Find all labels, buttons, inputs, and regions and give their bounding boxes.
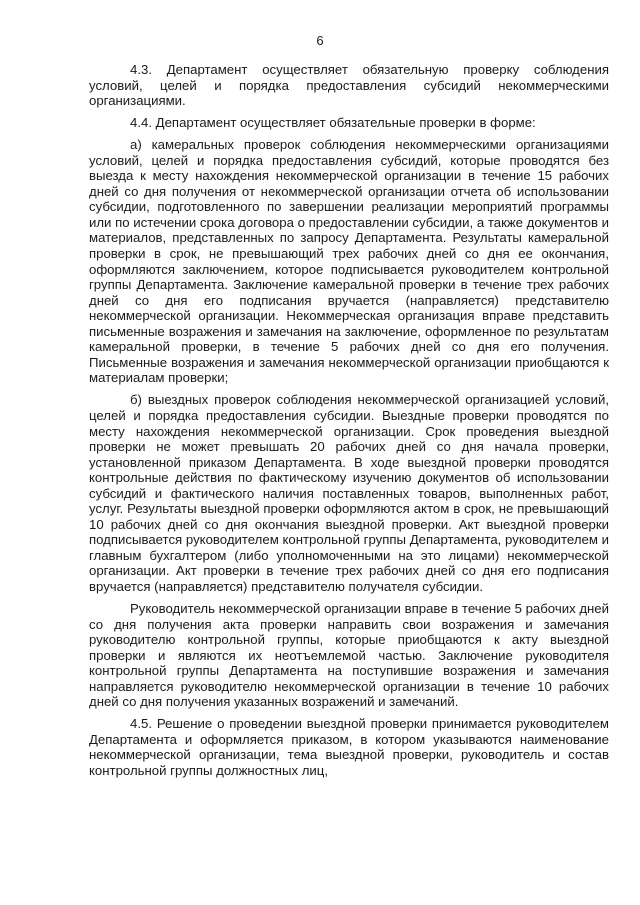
- paragraph-4-5: 4.5. Решение о проведении выездной проверки принимается руководителем Департамента и оформляется приказом, в котором указываются наименование некоммерческой организации, тема выездной проверки, руководитель и состав контрольной группы должностных лиц,: [89, 716, 609, 779]
- page-number: 6: [316, 33, 324, 48]
- paragraph-4-4-a: а) камеральных проверок соблюдения некоммерческими организациями условий, целей и порядка предоставления субсидий, которые проводятся без выезда к месту нахождения некоммерческой организации в течение 15 рабочих дней со дня получения от некоммерческой организации отчета об использовании субсидии, подготовленного по завершении реализации мероприятий программы или по истечении срока договора о предоставлении субсидии, а также документов и материалов, представленных по запросу Департамента. Результаты камеральной проверки в срок, не превышающий трех рабочих дней со дня ее окончания, оформляются заключением, которое подписывается руководителем контрольной группы Департамента. Заключение камеральной проверки в течение трех рабочих дней со дня его подписания вручается (направляется) представителю некоммерческой организации. Некоммерческая организация вправе представить письменные возражения и замечания на заключение, оформленное по результатам камеральной проверки, в течение 5 рабочих дней со дня его получения. Письменные возражения и замечания некоммерческой организации приобщаются к материалам проверки;: [89, 137, 609, 386]
- paragraph-4-4: 4.4. Департамент осуществляет обязательные проверки в форме:: [130, 115, 536, 131]
- paragraph-4-3: 4.3. Департамент осуществляет обязательную проверку соблюдения условий, целей и порядка предоставления субсидий некоммерческими организациями.: [89, 62, 609, 109]
- document-body: [89, 62, 609, 785]
- paragraph-4-4-b: б) выездных проверок соблюдения некоммерческой организацией условий, целей и порядка предоставления субсидии. Выездные проверки проводятся по месту нахождения некоммерческой организации. Срок проведения выездной проверки не может превышать 20 рабочих дней со дня начала проверки, установленной приказом Департамента. В ходе выездной проверки проводятся контрольные действия по фактическому изучению документов об использовании субсидий и фактического наличия поставленных товаров, выполненных работ, услуг. Результаты выездной проверки оформляются актом в срок, не превышающий 10 рабочих дней со дня окончания выездной проверки. Акт выездной проверки подписывается руководителем контрольной группы Департамента, руководителем и главным бухгалтером (либо уполномоченными на это лицами) некоммерческой организации. Акт проверки в течение трех рабочих дней со дня его подписания вручается (направляется) представителю получателя субсидии.: [89, 392, 609, 594]
- paragraph-objections: Руководитель некоммерческой организации вправе в течение 5 рабочих дней со дня получения акта проверки направить свои возражения и замечания руководителю контрольной группы, которые приобщаются к акту выездной проверки и являются их неотъемлемой частью. Заключение руководителя контрольной группы Департамента на поступившие возражения и замечания направляется руководителю некоммерческой организации в течение 10 рабочих дней со дня получения указанных возражений и замечаний.: [89, 601, 610, 710]
